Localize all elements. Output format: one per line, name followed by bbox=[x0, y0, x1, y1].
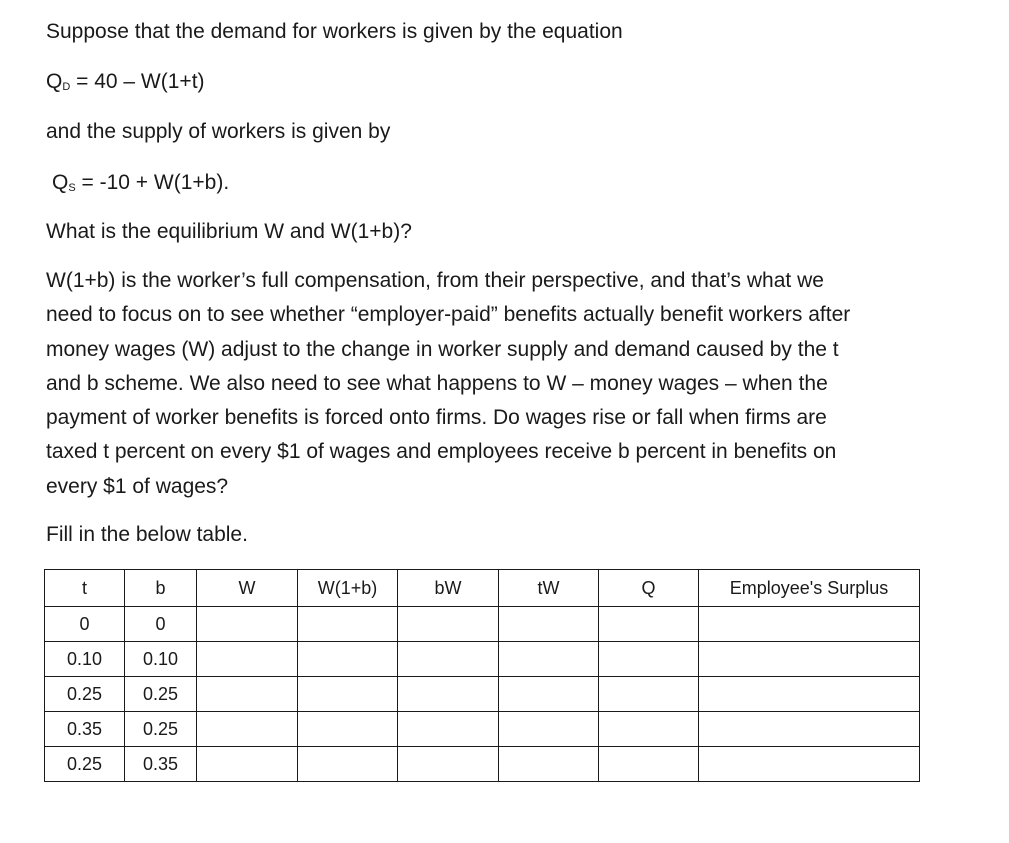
supply-q: Q bbox=[52, 171, 69, 194]
header-w-1-plus-b: W(1+b) bbox=[298, 570, 398, 607]
paragraph-line: and b scheme. We also need to see what happens to W – money wages – when the bbox=[46, 371, 828, 395]
cell-q[interactable] bbox=[599, 642, 699, 677]
cell-q[interactable] bbox=[599, 747, 699, 782]
equilibrium-question: What is the equilibrium W and W(1+b)? bbox=[46, 220, 412, 243]
supply-subscript: S bbox=[68, 182, 76, 194]
paragraph-line: taxed t percent on every $1 of wages and employees receive b percent in benefits on bbox=[46, 440, 837, 464]
cell-q[interactable] bbox=[599, 677, 699, 712]
cell-tw[interactable] bbox=[499, 677, 599, 712]
cell-q[interactable] bbox=[599, 712, 699, 747]
cell-w-1-plus-b[interactable] bbox=[298, 607, 398, 642]
cell-bw[interactable] bbox=[398, 677, 499, 712]
header-employee-surplus: Employee's Surplus bbox=[699, 570, 920, 607]
table-row bbox=[45, 607, 920, 642]
supply-intro-text: and the supply of workers is given by bbox=[46, 120, 391, 143]
cell-b: 0.35 bbox=[125, 747, 197, 782]
header-bw: bW bbox=[398, 570, 499, 607]
cell-w[interactable] bbox=[197, 747, 298, 782]
cell-q[interactable] bbox=[599, 607, 699, 642]
cell-tw[interactable] bbox=[499, 747, 599, 782]
cell-b: 0 bbox=[125, 607, 197, 642]
cell-employee-surplus[interactable] bbox=[699, 642, 920, 677]
cell-t: 0.10 bbox=[45, 642, 125, 677]
table-row bbox=[45, 677, 920, 712]
header-b: b bbox=[125, 570, 197, 607]
cell-tw[interactable] bbox=[499, 607, 599, 642]
cell-tw[interactable] bbox=[499, 642, 599, 677]
cell-employee-surplus[interactable] bbox=[699, 677, 920, 712]
cell-w-1-plus-b[interactable] bbox=[298, 712, 398, 747]
cell-t: 0.35 bbox=[45, 712, 125, 747]
header-t: t bbox=[45, 570, 125, 607]
cell-w-1-plus-b[interactable] bbox=[298, 677, 398, 712]
intro-text: Suppose that the demand for workers is given by the equation bbox=[46, 20, 623, 43]
cell-t: 0.25 bbox=[45, 677, 125, 712]
header-tw: tW bbox=[499, 570, 599, 607]
cell-w[interactable] bbox=[197, 712, 298, 747]
cell-bw[interactable] bbox=[398, 712, 499, 747]
cell-bw[interactable] bbox=[398, 607, 499, 642]
cell-b: 0.10 bbox=[125, 642, 197, 677]
demand-q: Q bbox=[46, 70, 63, 93]
cell-w[interactable] bbox=[197, 607, 298, 642]
cell-w-1-plus-b[interactable] bbox=[298, 747, 398, 782]
cell-w[interactable] bbox=[197, 677, 298, 712]
header-q: Q bbox=[599, 570, 699, 607]
table-header-row bbox=[45, 570, 920, 607]
cell-employee-surplus[interactable] bbox=[699, 747, 920, 782]
cell-bw[interactable] bbox=[398, 747, 499, 782]
cell-tw[interactable] bbox=[499, 712, 599, 747]
cell-t: 0.25 bbox=[45, 747, 125, 782]
table-instruction: Fill in the below table. bbox=[46, 523, 248, 546]
table-row bbox=[45, 747, 920, 782]
cell-employee-surplus[interactable] bbox=[699, 712, 920, 747]
table-row bbox=[45, 642, 920, 677]
demand-rhs: = 40 – W(1+t) bbox=[70, 70, 205, 93]
cell-w-1-plus-b[interactable] bbox=[298, 642, 398, 677]
table-row bbox=[45, 712, 920, 747]
cell-b: 0.25 bbox=[125, 677, 197, 712]
paragraph-line: payment of worker benefits is forced onto firms. Do wages rise or fall when firms are bbox=[46, 406, 827, 430]
demand-equation bbox=[46, 65, 205, 99]
cell-employee-surplus[interactable] bbox=[699, 607, 920, 642]
answer-table bbox=[44, 569, 920, 782]
cell-t: 0 bbox=[45, 607, 125, 642]
paragraph-line: need to focus on to see whether “employer-paid” benefits actually benefit workers after bbox=[46, 303, 851, 327]
cell-w[interactable] bbox=[197, 642, 298, 677]
explanation-paragraph bbox=[46, 264, 986, 504]
supply-equation bbox=[52, 166, 229, 200]
cell-b: 0.25 bbox=[125, 712, 197, 747]
supply-rhs: = -10 + W(1+b). bbox=[75, 171, 230, 194]
paragraph-line: W(1+b) is the worker’s full compensation, from their perspective, and that’s what we bbox=[46, 269, 824, 292]
paragraph-line: money wages (W) adjust to the change in worker supply and demand caused by the t bbox=[46, 337, 839, 361]
demand-subscript: D bbox=[62, 81, 71, 93]
cell-bw[interactable] bbox=[398, 642, 499, 677]
header-w: W bbox=[197, 570, 298, 607]
paragraph-line: every $1 of wages? bbox=[46, 474, 229, 498]
